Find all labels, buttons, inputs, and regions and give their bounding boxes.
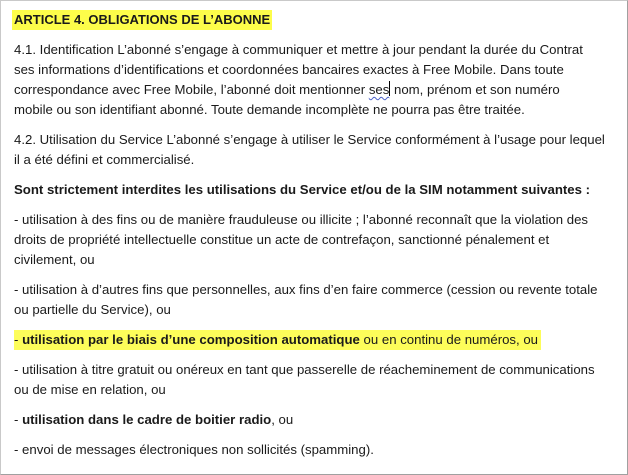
autodial-highlight <box>14 330 541 350</box>
prohibited-item-spam: - envoi de messages électroniques non sollicités (spamming). <box>14 442 374 457</box>
radio-box-bold-text: utilisation dans le cadre de boitier radio <box>22 412 272 427</box>
paragraph-4-1-end: nom, prénom et son numéro mobile ou son identifiant abonné. Toute demande incomplète ne pourra pas être traitée. <box>14 82 560 117</box>
prohibited-item-commercial: - utilisation à d’autres fins que personnelles, aux fins d’en faire commerce (cession ou revente totale ou partielle du Service), ou <box>14 282 598 317</box>
spellcheck-flagged-word[interactable]: ses <box>368 82 390 97</box>
prohibited-item-gateway: - utilisation à titre gratuit ou onéreux en tant que passerelle de réacheminement de communications ou de mise en relation, ou <box>14 362 595 397</box>
prohibited-item-fraud: - utilisation à des fins ou de manière frauduleuse ou illicite ; l’abonné reconnaît que la violation des droits de propriété intellectuelle constitue un acte de contrefaçon, sanctionné pénalement et civilement, ou <box>14 212 589 267</box>
document-body[interactable] <box>14 10 620 470</box>
prohibited-uses-heading: Sont strictement interdites les utilisations du Service et/ou de la SIM notamment suivantes : <box>14 182 590 197</box>
article-title <box>14 10 272 30</box>
paragraph-4-1-start: 4.1. Identification L’abonné s’engage à communiquer et mettre à jour pendant la durée du Contrat ses informations d’identifications et coordonnées bancaires exactes à Free Mobile. Dans toute correspondance avec Free Mobile, l’abonné doit mentionner <box>14 42 583 97</box>
prohibited-item-radio-box <box>14 410 620 430</box>
radio-box-prefix: - <box>14 412 23 427</box>
autodial-bold-text: utilisation par le biais d’une composition automatique <box>22 332 360 347</box>
paragraph-4-2: 4.2. Utilisation du Service L’abonné s’engage à utiliser le Service conformément à l’usage pour lequel il a été défini et commercialisé. <box>14 132 605 167</box>
article-title-text: ARTICLE 4. OBLIGATIONS DE L’ABONNE <box>12 10 272 30</box>
autodial-rest: ou en continu de numéros, ou <box>359 332 539 347</box>
paragraph-4-1 <box>14 40 620 120</box>
radio-box-rest: , ou <box>271 412 294 427</box>
prohibited-item-autodial <box>14 330 620 350</box>
autodial-prefix: - <box>14 332 23 347</box>
